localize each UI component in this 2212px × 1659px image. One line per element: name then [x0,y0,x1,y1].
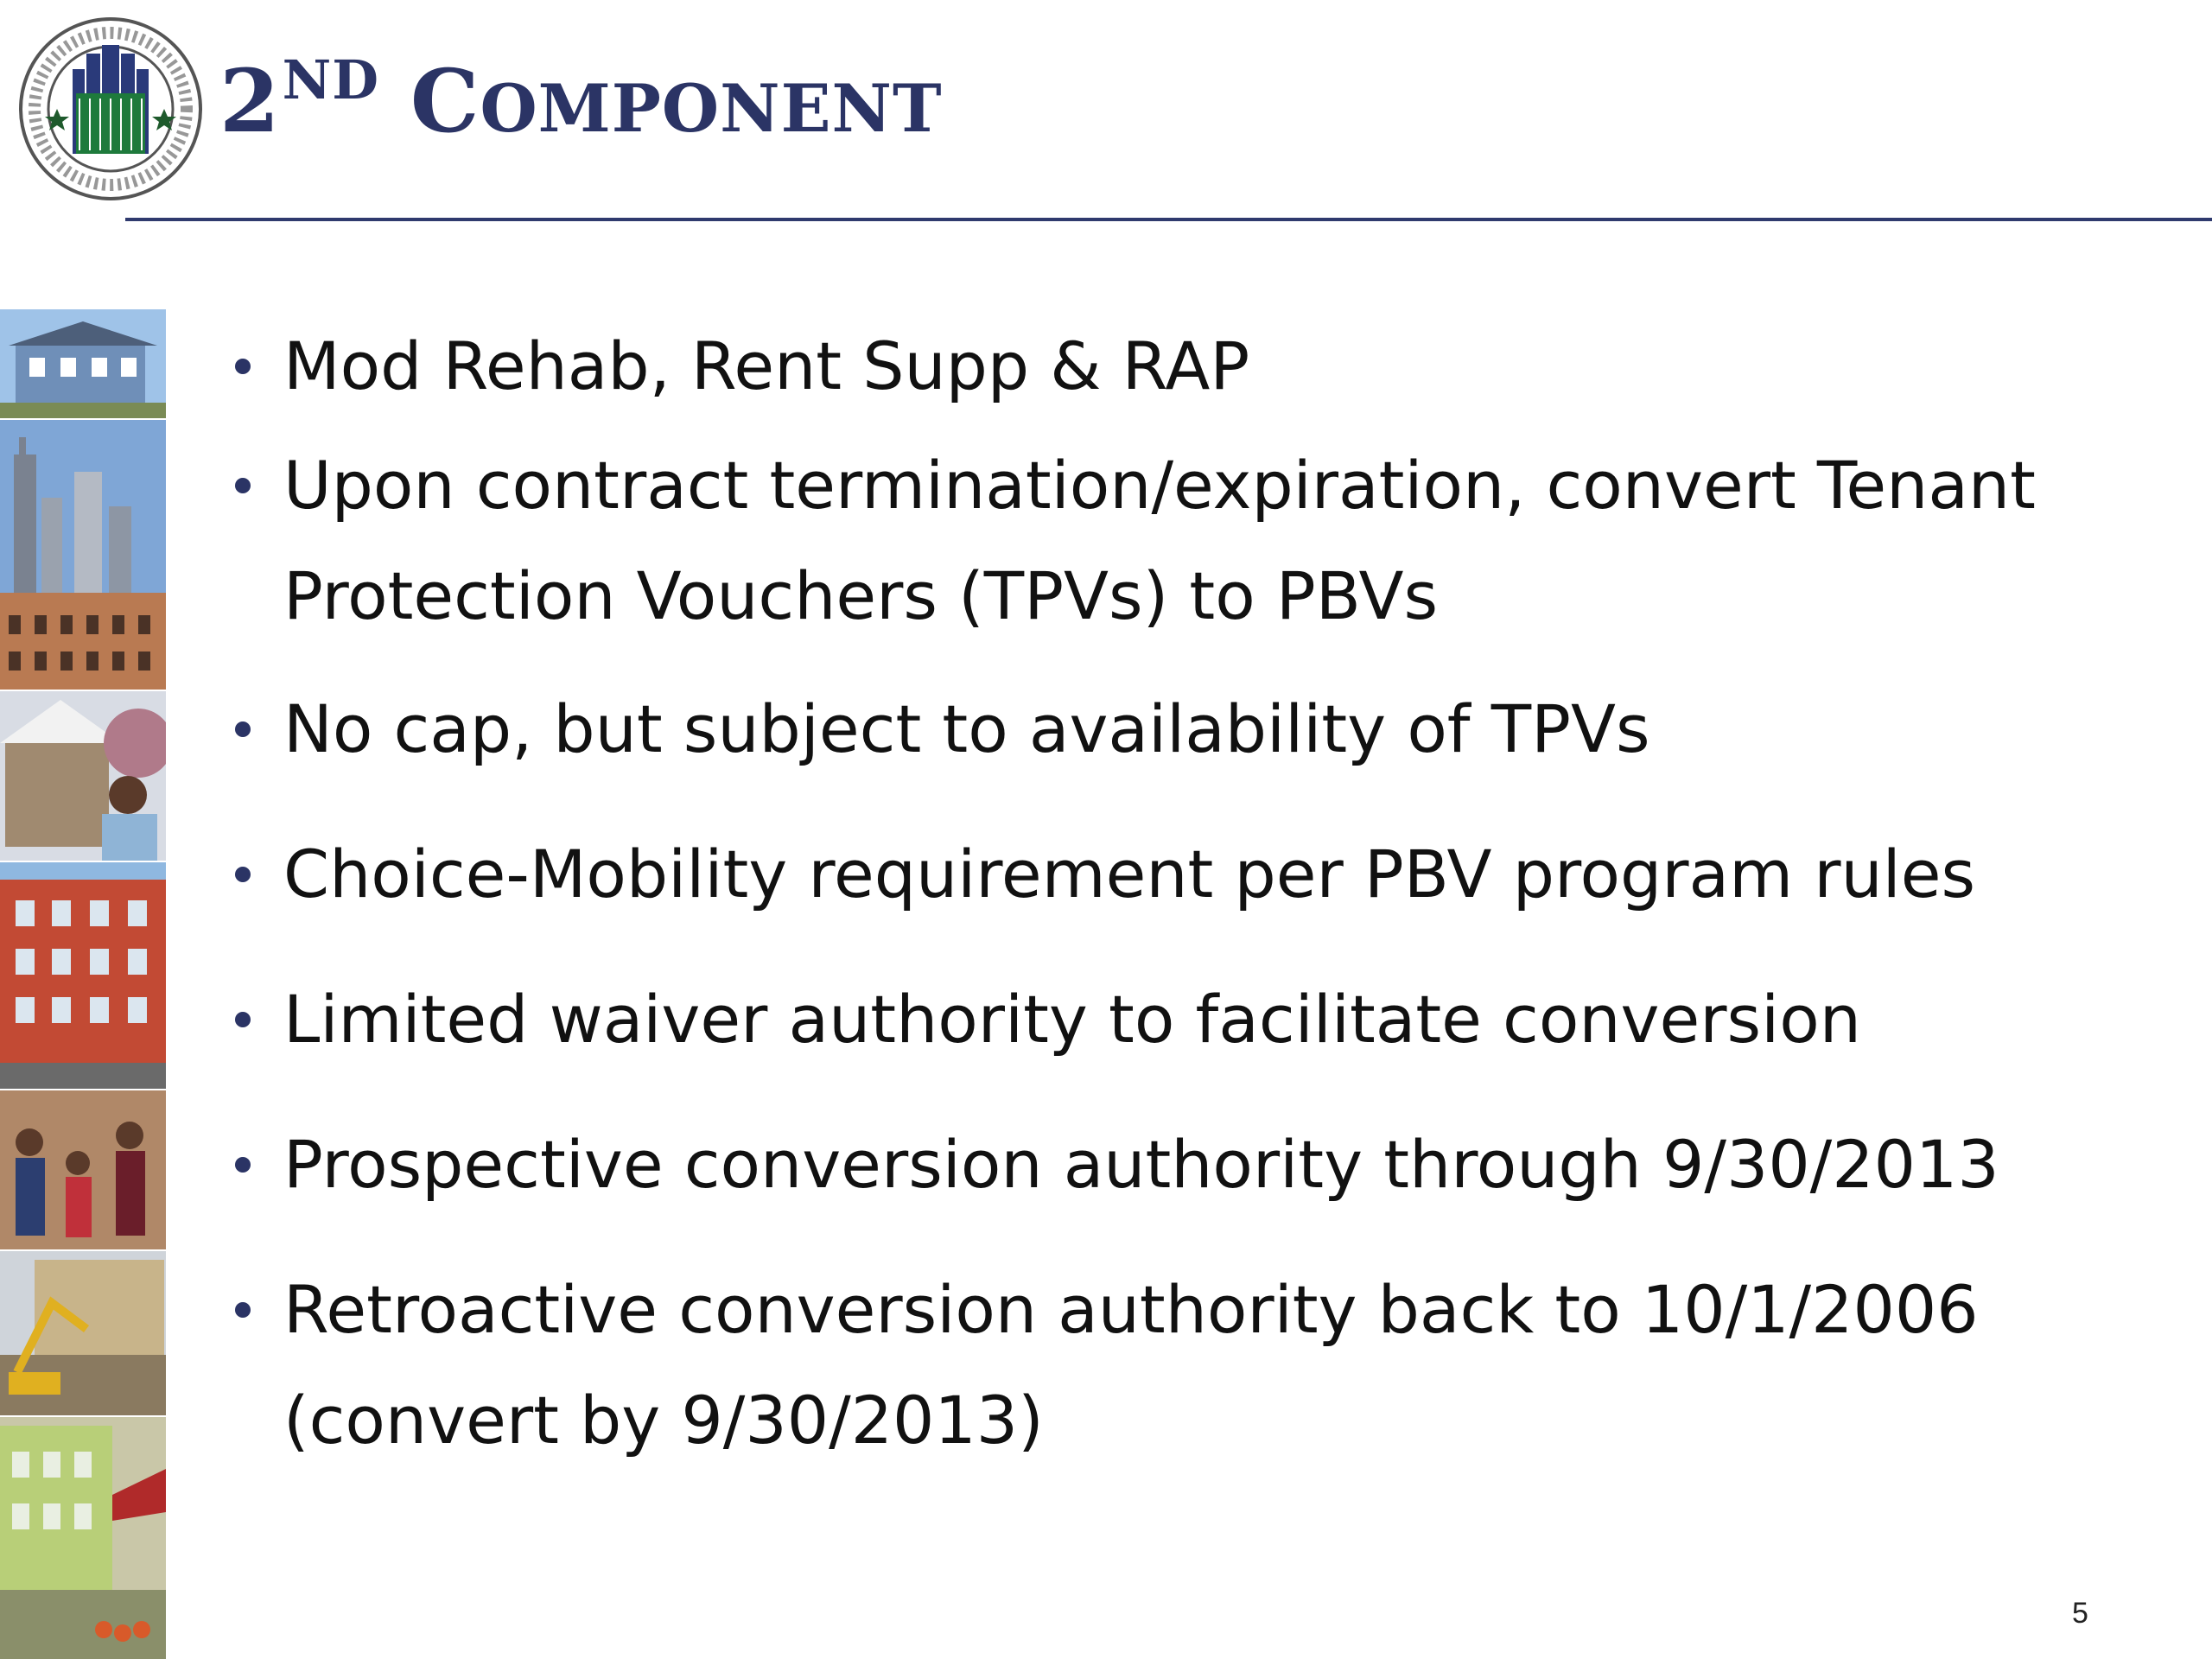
slide-title [219,48,943,152]
resident-photo [0,691,166,861]
bullet-text: Choice-Mobility requirement per PBV program rules [283,836,1976,912]
family-photo [0,1090,166,1249]
bullet-text: Mod Rehab, Rent Supp & RAP [283,327,1250,404]
construction-photo [0,1251,166,1415]
apartment-photo [0,862,166,1089]
photo-strip [0,309,166,1659]
bullet-text: Prospective conversion authority through 9/30/2013 [283,1126,1999,1203]
bullet-dot [235,867,251,882]
header-divider [125,218,2212,221]
title-superscript: ND [282,48,380,111]
bullet-text: Limited waiver authority to facilitate conversion [283,981,1861,1058]
bullet-dot [235,1302,251,1318]
hud-seal-icon [17,16,204,202]
bullet-text: No cap, but subject to availability of TPVs [283,690,1650,767]
skyline-photo [0,420,166,690]
bullet-text-continued: (convert by 9/30/2013) [283,1382,1044,1459]
bullet-dot [235,478,251,493]
page-number: 5 [2072,1597,2088,1630]
title-rest: OMPONENT [480,70,943,147]
bullet-dot [235,1157,251,1173]
bullet-text: Retroactive conversion authority back to 10/1/2006 [283,1271,1979,1348]
title-initial: C [410,50,480,152]
bullet-dot [235,721,251,737]
house-photo [0,309,166,418]
bullet-dot [235,1012,251,1027]
title-prefix: 2 [219,50,281,152]
bullet-dot [235,359,251,374]
storefront-photo [0,1417,166,1659]
bullet-text: Upon contract termination/expiration, convert Tenant [283,447,2036,524]
bullet-text-continued: Protection Vouchers (TPVs) to PBVs [283,557,1439,634]
